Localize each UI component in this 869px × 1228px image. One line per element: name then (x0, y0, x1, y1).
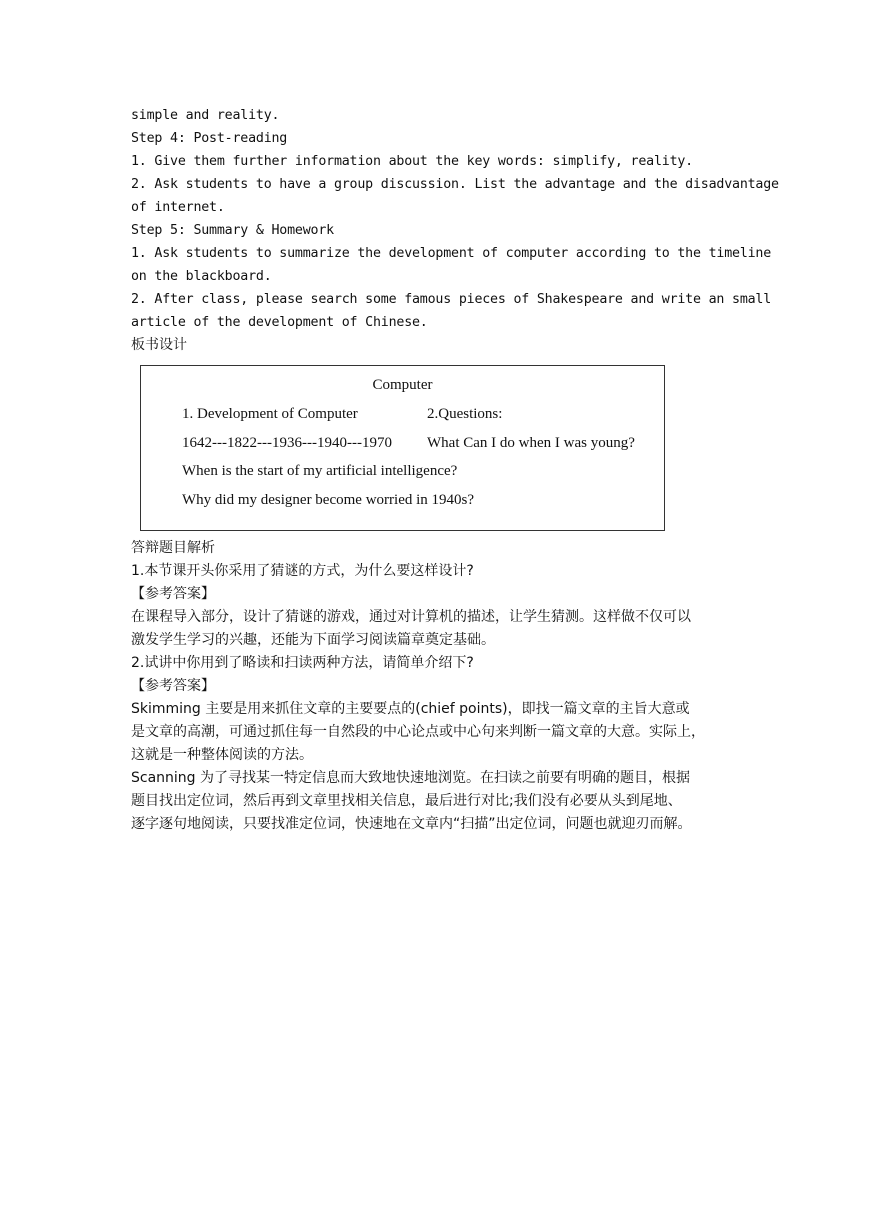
text-line: 1. Ask students to summarize the development of computer according to the timeline (131, 246, 772, 261)
answer-2-line: 题目找出定位词，然后再到文章里找相关信息，最后进行对比;我们没有必要从头到尾地、 (131, 793, 682, 809)
text-line: simple and reality. (131, 108, 280, 123)
question-2-text: 2.试讲中你用到了略读和扫读两种方法，请简单介绍下? (131, 655, 474, 671)
question-2: When is the start of my artificial intelligence? (182, 463, 458, 479)
board-design-heading: 板书设计 (131, 337, 187, 353)
answer-1-label: 【参考答案】 (131, 586, 215, 602)
timeline: 1642---1822---1936---1940---1970 (182, 435, 392, 451)
answer-2-line: Scanning 为了寻找某一特定信息而大致地快速地浏览。在扫读之前要有明确的题目，根据 (131, 770, 691, 786)
text-line: 2. After class, please search some famous pieces of Shakespeare and write an small (131, 292, 772, 307)
answer-1-line: 在课程导入部分，设计了猜谜的游戏，通过对计算机的描述，让学生猜测。这样做不仅可以 (131, 609, 691, 625)
step-5-heading: Step 5: Summary & Homework (131, 223, 334, 238)
answer-2-line: Skimming 主要是用来抓住文章的主要要点的(chief points)，即找一篇文章的主旨大意或 (131, 701, 690, 717)
text-line: 2. Ask students to have a group discussion. List the advantage and the disadvantage (131, 177, 779, 192)
question-3: Why did my designer become worried in 1940s? (182, 492, 475, 508)
text-line: article of the development of Chinese. (131, 315, 428, 330)
board-title: Computer (372, 377, 433, 393)
answer-2-line: 逐字逐句地阅读，只要找准定位词，快速地在文章内“扫描”出定位词，问题也就迎刃而解。 (131, 816, 692, 832)
answer-2-line: 是文章的高潮，可通过抓住每一自然段的中心论点或中心句来判断一篇文章的大意。实际上， (131, 724, 705, 740)
answer-1-line: 激发学生学习的兴趣，还能为下面学习阅读篇章奠定基础。 (131, 632, 495, 648)
text-line: 1. Give them further information about the key words: simplify, reality. (131, 154, 693, 169)
text-line: of internet. (131, 200, 225, 215)
answer-2-line: 这就是一种整体阅读的方法。 (131, 747, 313, 763)
text-line: on the blackboard. (131, 269, 272, 284)
answer-2-label: 【参考答案】 (131, 678, 215, 694)
document-page (131, 104, 779, 836)
blackboard-design-box (140, 365, 665, 531)
qa-section (131, 537, 741, 836)
questions-label: 2.Questions: (427, 406, 503, 422)
step-4-heading: Step 4: Post-reading (131, 131, 288, 146)
question-1: What Can I do when I was young? (427, 435, 635, 451)
qa-heading: 答辩题目解析 (131, 540, 215, 556)
english-section (131, 104, 779, 334)
question-1-text: 1.本节课开头你采用了猜谜的方式，为什么要这样设计? (131, 563, 474, 579)
development-label: 1. Development of Computer (182, 406, 358, 422)
